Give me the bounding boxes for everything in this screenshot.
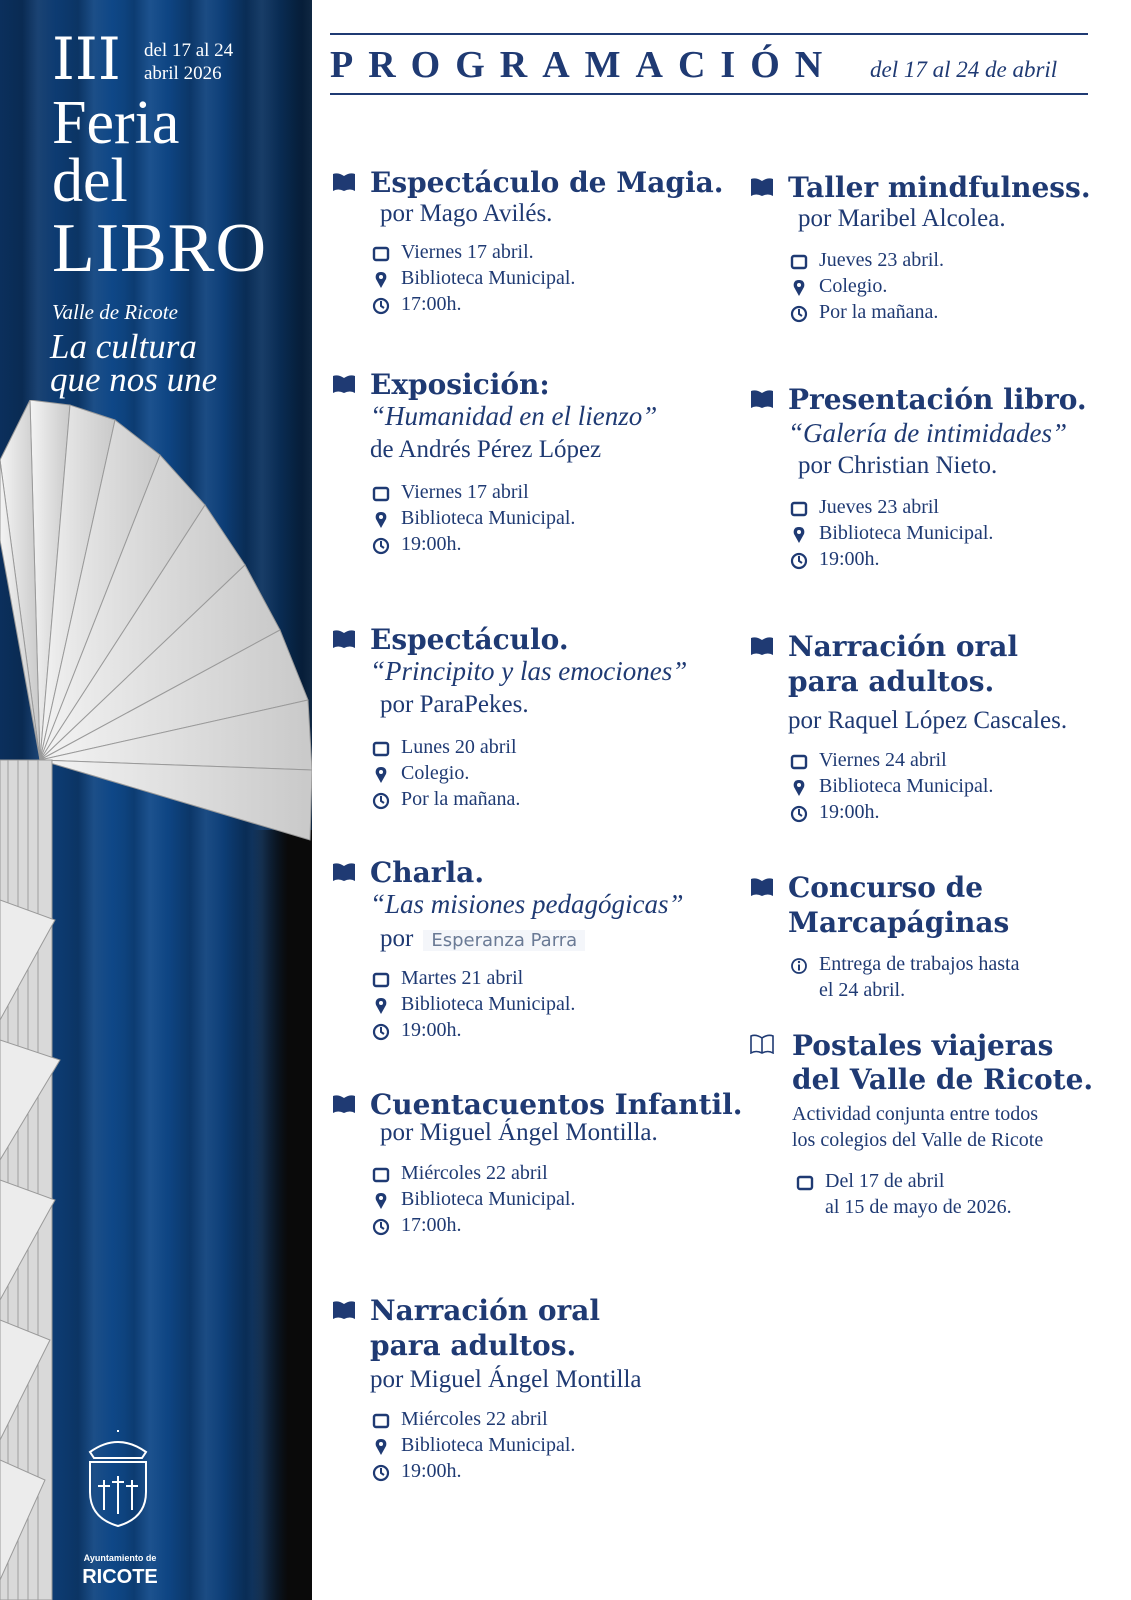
event-performer: por Miguel Ángel Montilla. [380, 1119, 658, 1146]
tagline [50, 327, 218, 400]
event-day: Viernes 17 abril [401, 481, 529, 503]
event-performer: por Christian Nieto. [798, 452, 998, 479]
clock-icon [790, 552, 808, 570]
event-period-line1: Del 17 de abril [825, 1170, 945, 1192]
event-place: Colegio. [401, 762, 470, 784]
event-performer: por Mago Avilés. [380, 200, 553, 227]
event-place: Biblioteca Municipal. [401, 1188, 576, 1210]
event-title-line2: para adultos. [788, 665, 995, 698]
event-performer: por ParaPekes. [380, 691, 529, 718]
clock-icon [372, 792, 390, 810]
location-pin-icon [372, 997, 390, 1015]
event-day: Jueves 23 abril [819, 496, 939, 518]
event-day: Viernes 24 abril [819, 749, 947, 771]
logo-caption-town: RICOTE [82, 1566, 158, 1588]
event-time: Por la mañana. [401, 788, 521, 810]
fair-title-line1: Feria [52, 89, 180, 157]
event-title: Espectáculo. [370, 623, 569, 656]
book-open-icon [332, 862, 356, 882]
event-day: Miércoles 22 abril [401, 1162, 548, 1184]
calendar-icon [790, 500, 808, 518]
calendar-icon [372, 740, 390, 758]
event-title-line2: para adultos. [370, 1329, 577, 1362]
event-time: Por la mañana. [819, 301, 939, 323]
event-place: Biblioteca Municipal. [819, 775, 994, 797]
clock-icon [372, 1023, 390, 1041]
location-pin-icon [790, 779, 808, 797]
program-title: PROGRAMACIÓN [330, 44, 838, 86]
book-open-icon [332, 629, 356, 649]
event-title: Charla. [370, 856, 485, 889]
book-open-icon [750, 636, 774, 656]
edition-dates [144, 40, 233, 86]
clock-icon [372, 297, 390, 315]
event-time: 19:00h. [819, 801, 880, 823]
event-performer: por Miguel Ángel Montilla [370, 1366, 642, 1393]
event-day: Martes 21 abril [401, 967, 524, 989]
event-place: Biblioteca Municipal. [401, 267, 576, 289]
event-work-title: “Humanidad en el lienzo” [370, 401, 658, 431]
calendar-icon [372, 971, 390, 989]
event-time: 17:00h. [401, 1214, 462, 1236]
program-dates: del 17 al 24 de abril [870, 57, 1058, 82]
town-crest-logo [80, 1430, 156, 1530]
book-outline-icon [750, 1034, 774, 1054]
event-title: Exposición: [370, 368, 550, 401]
edition-date-line1: del 17 al 24 [144, 40, 234, 61]
event-time: 19:00h. [401, 1460, 462, 1482]
fair-title-line2: del [52, 147, 128, 215]
fair-title-line3: LIBRO [52, 210, 267, 287]
event-title: Cuentacuentos Infantil. [370, 1088, 743, 1121]
event-time: 17:00h. [401, 293, 462, 315]
location-pin-icon [790, 279, 808, 297]
event-title-line1: Narración oral [370, 1294, 601, 1327]
calendar-icon [372, 1412, 390, 1430]
region-name: Valle de Ricote [52, 300, 178, 324]
event-place: Colegio. [819, 275, 888, 297]
event-time: 19:00h. [401, 1019, 462, 1041]
book-open-icon [750, 877, 774, 897]
location-pin-icon [372, 766, 390, 784]
event-title-line1: Concurso de [788, 871, 984, 904]
event-title-line1: Narración oral [788, 630, 1019, 663]
book-open-icon [332, 1300, 356, 1320]
calendar-icon [790, 253, 808, 271]
book-open-icon [332, 172, 356, 192]
location-pin-icon [372, 511, 390, 529]
event-place: Biblioteca Municipal. [401, 993, 576, 1015]
open-book-illustration [0, 400, 312, 1600]
event-description-line1: Actividad conjunta entre todos [792, 1103, 1039, 1125]
event-title-line1: Postales viajeras [792, 1029, 1054, 1062]
event-day: Jueves 23 abril. [819, 249, 944, 271]
event-performer: por Raquel López Cascales. [788, 707, 1068, 734]
program-header [330, 33, 1088, 95]
event-title: Presentación libro. [788, 383, 1087, 416]
event-place: Biblioteca Municipal. [819, 522, 994, 544]
event-place: Biblioteca Municipal. [401, 507, 576, 529]
event-day: Lunes 20 abril [401, 736, 517, 758]
info-icon [790, 957, 808, 975]
calendar-icon [796, 1174, 814, 1192]
clock-icon [372, 1464, 390, 1482]
book-open-icon [750, 177, 774, 197]
calendar-icon [790, 753, 808, 771]
event-info-line2: el 24 abril. [819, 979, 906, 1001]
event-day: Viernes 17 abril. [401, 241, 534, 263]
logo-caption-small: Ayuntamiento de [83, 1553, 157, 1563]
clock-icon [790, 305, 808, 323]
event-day: Miércoles 22 abril [401, 1408, 548, 1430]
location-pin-icon [372, 1438, 390, 1456]
event-work-title: “Galería de intimidades” [788, 418, 1068, 448]
event-description-line2: los colegios del Valle de Ricote [792, 1129, 1044, 1151]
event-title-line2: Marcapáginas [788, 906, 1010, 939]
clock-icon [372, 1218, 390, 1236]
event-performer-name: Esperanza Parra [423, 930, 585, 951]
clock-icon [372, 537, 390, 555]
event-time: 19:00h. [819, 548, 880, 570]
calendar-icon [372, 1166, 390, 1184]
location-pin-icon [372, 1192, 390, 1210]
event-work-title: “Las misiones pedagógicas” [370, 889, 684, 919]
event-title: Taller mindfulness. [788, 171, 1091, 204]
edition-number: III [52, 25, 121, 93]
tagline-line2: que nos une [50, 360, 218, 400]
event-time: 19:00h. [401, 533, 462, 555]
event-performer: por Maribel Alcolea. [798, 205, 1006, 232]
book-open-icon [332, 374, 356, 394]
event-title-line2: del Valle de Ricote. [792, 1063, 1094, 1096]
book-open-icon [750, 389, 774, 409]
event-info-line1: Entrega de trabajos hasta [819, 953, 1020, 975]
calendar-icon [372, 485, 390, 503]
event-place: Biblioteca Municipal. [401, 1434, 576, 1456]
book-open-icon [332, 1094, 356, 1114]
location-pin-icon [372, 271, 390, 289]
event-performer: de Andrés Pérez López [370, 436, 602, 463]
tagline-line1: La cultura [50, 327, 197, 366]
clock-icon [790, 805, 808, 823]
edition-date-line2: abril 2026 [144, 62, 222, 84]
event-performer-prefix: por [380, 925, 414, 952]
event-title: Espectáculo de Magia. [370, 166, 724, 199]
event-period-line2: al 15 de mayo de 2026. [825, 1196, 1012, 1218]
event-work-title: “Principito y las emociones” [370, 656, 688, 686]
calendar-icon [372, 245, 390, 263]
location-pin-icon [790, 526, 808, 544]
event-performer [380, 925, 585, 953]
poster-sidebar [0, 0, 312, 1600]
